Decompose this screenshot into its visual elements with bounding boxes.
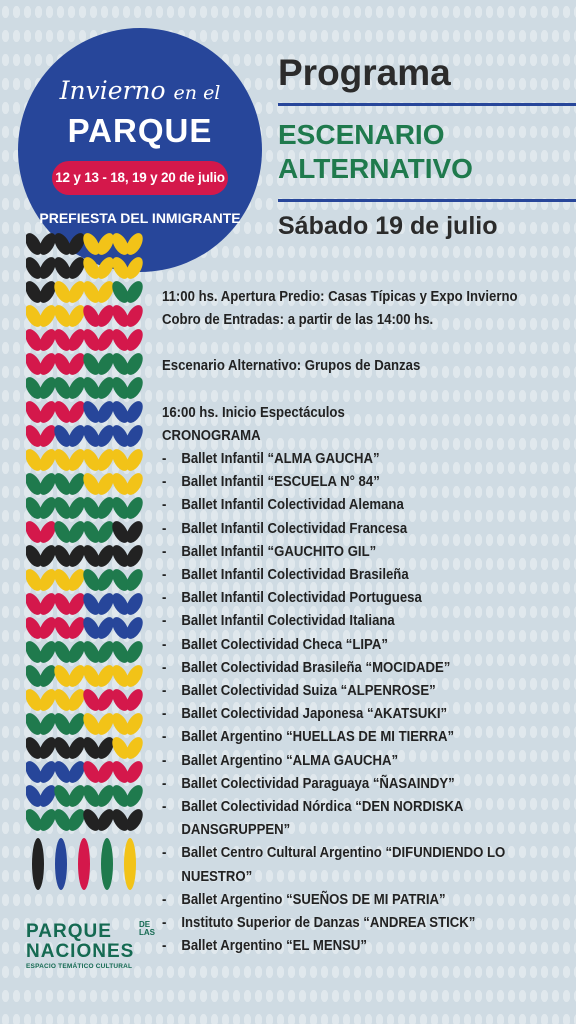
- knit-stitch: [51, 254, 88, 281]
- knit-stitch: [80, 590, 117, 617]
- bullet-dash: -: [162, 520, 167, 537]
- schedule-item-label: Ballet Argentino “SUEÑOS DE MI PATRIA”: [181, 891, 446, 908]
- bullet-dash: -: [162, 543, 167, 560]
- knit-stitch: [109, 302, 144, 329]
- bullet-dash: -: [162, 752, 167, 769]
- schedule-item-label: Ballet Colectividad Japonesa “AKATSUKI”: [181, 706, 448, 723]
- schedule-item: [162, 912, 530, 935]
- bullet-dash: -: [162, 845, 167, 862]
- schedule-item-label: Ballet Argentino “EL MENSU”: [181, 938, 367, 955]
- knit-stitch: [80, 734, 117, 761]
- knit-stitch: [109, 758, 144, 785]
- knit-stitch: [80, 446, 117, 473]
- event-title-main: PARQUE: [67, 112, 213, 149]
- knit-stitch: [26, 686, 59, 713]
- bullet-dash: -: [162, 590, 167, 607]
- knit-stitch: [51, 326, 88, 353]
- event-dates-pill: 12 y 13 - 18, 19 y 20 de julio: [52, 161, 228, 195]
- knit-stitch: [51, 470, 88, 497]
- schedule-item-label: Ballet Colectividad Suiza “ALPENROSE”: [181, 683, 436, 700]
- schedule-item-label: Ballet Infantil Colectividad Italiana: [181, 613, 395, 630]
- schedule-item: [162, 610, 530, 633]
- schedule-item-label: Ballet Colectividad Paraguaya “ÑASAINDY”: [181, 775, 455, 792]
- logo-tagline: ESPACIO TEMÁTICO CULTURAL: [26, 963, 133, 970]
- knit-stitch: [80, 566, 117, 593]
- knit-stitch: [51, 232, 88, 258]
- knit-stitch: [80, 782, 117, 809]
- knit-stitch: [80, 422, 117, 449]
- knit-stitch: [109, 278, 144, 305]
- logo-de-las: DE LAS: [139, 920, 155, 937]
- pencil-shape: [32, 838, 44, 890]
- knit-stitch: [80, 254, 117, 281]
- knit-stitch: [26, 782, 59, 809]
- schedule-item: [162, 471, 530, 494]
- knit-stitch: [51, 398, 88, 425]
- knit-stitch: [26, 232, 59, 258]
- knit-stitch: [109, 422, 144, 449]
- schedule-item: [162, 518, 530, 541]
- knit-stitch: [80, 518, 117, 545]
- knit-stitch: [109, 542, 144, 569]
- bullet-dash: -: [162, 497, 167, 514]
- knit-stitch: [109, 782, 144, 809]
- knit-stitch: [109, 566, 144, 593]
- schedule-header: CRONOGRAMA: [162, 427, 261, 444]
- bullet-dash: -: [162, 775, 167, 792]
- knit-stitch: [80, 278, 117, 305]
- knit-stitch: [26, 518, 59, 545]
- pencil-shape: [101, 838, 113, 890]
- knit-stitch: [26, 326, 59, 353]
- knit-stitch: [109, 494, 144, 521]
- schedule-item: [162, 657, 530, 680]
- bullet-dash: -: [162, 683, 167, 700]
- schedule-item-label: Ballet Centro Cultural Argentino “DIFUNDIENDO LO NUESTRO”: [181, 845, 506, 885]
- knit-stitch: [51, 374, 88, 401]
- knit-stitch: [51, 758, 88, 785]
- knit-stitch: [26, 422, 59, 449]
- knit-stitch: [26, 494, 59, 521]
- schedule-item-label: Ballet Infantil Colectividad Portuguesa: [181, 590, 422, 607]
- bullet-dash: -: [162, 636, 167, 653]
- knit-stitch: [26, 374, 59, 401]
- schedule-item-label: Ballet Infantil “ALMA GAUCHA”: [181, 451, 380, 468]
- pencil-shape: [124, 838, 136, 890]
- schedule-item: [162, 889, 530, 912]
- knit-stitch: [26, 710, 59, 737]
- knit-pattern-decoration: [26, 232, 144, 832]
- knit-stitch: [80, 638, 117, 665]
- knit-stitch: [109, 326, 144, 353]
- knit-stitch: [26, 350, 59, 377]
- knit-stitch: [80, 542, 117, 569]
- stage-line: Escenario Alternativo: Grupos de Danzas: [162, 358, 421, 375]
- schedule-item: [162, 703, 530, 726]
- knit-stitch: [109, 710, 144, 737]
- schedule-item-label: Ballet Colectividad Nórdica “DEN NORDISKA DANSGRUPPEN”: [181, 799, 463, 839]
- knit-stitch: [26, 398, 59, 425]
- knit-stitch: [109, 398, 144, 425]
- schedule-item: [162, 564, 530, 587]
- knit-stitch: [80, 758, 117, 785]
- knit-stitch: [51, 566, 88, 593]
- schedule-item-label: Ballet Argentino “HUELLAS DE MI TIERRA”: [181, 729, 455, 746]
- knit-stitch: [51, 590, 88, 617]
- parque-de-las-naciones-logo: [26, 922, 161, 970]
- schedule-item-label: Ballet Colectividad Brasileña “MOCIDADE”: [181, 659, 451, 676]
- knit-stitch: [109, 638, 144, 665]
- knit-stitch: [51, 422, 88, 449]
- knit-stitch: [26, 662, 59, 689]
- logo-line2: NACIONES: [26, 941, 135, 962]
- knit-stitch: [26, 254, 59, 281]
- bullet-dash: -: [162, 729, 167, 746]
- schedule-item-label: Ballet Argentino “ALMA GAUCHA”: [181, 752, 399, 769]
- knit-stitch: [109, 614, 144, 641]
- knit-stitch: [80, 302, 117, 329]
- knit-stitch: [51, 686, 88, 713]
- bullet-dash: -: [162, 451, 167, 468]
- knit-stitch: [26, 638, 59, 665]
- knit-stitch: [51, 710, 88, 737]
- knit-stitch: [26, 470, 59, 497]
- schedule-item: [162, 448, 530, 471]
- knit-stitch: [51, 734, 88, 761]
- bullet-dash: -: [162, 659, 167, 676]
- schedule-item: [162, 842, 530, 888]
- knit-stitch: [51, 446, 88, 473]
- knit-stitch: [51, 350, 88, 377]
- opening-line: 11:00 hs. Apertura Predio: Casas Típicas y Expo Invierno: [162, 289, 518, 305]
- event-date: Sábado 19 de julio: [278, 212, 498, 240]
- bullet-dash: -: [162, 706, 167, 723]
- schedule-item: [162, 750, 530, 773]
- schedule-item-label: Ballet Infantil Colectividad Brasileña: [181, 567, 409, 584]
- knit-stitch: [51, 614, 88, 641]
- knit-stitch: [51, 782, 88, 809]
- schedule-item: [162, 935, 530, 958]
- colored-pencils-decoration: [28, 834, 142, 900]
- knit-stitch: [26, 446, 59, 473]
- title-rule: [278, 103, 576, 106]
- schedule-item-label: Instituto Superior de Danzas “ANDREA STICK”: [181, 915, 476, 932]
- knit-stitch: [26, 806, 59, 832]
- knit-stitch: [51, 638, 88, 665]
- knit-stitch: [26, 734, 59, 761]
- knit-stitch: [80, 470, 117, 497]
- knit-stitch: [80, 806, 117, 832]
- start-line: 16:00 hs. Inicio Espectáculos: [162, 404, 345, 421]
- schedule-item-label: Ballet Infantil “ESCUELA N° 84”: [181, 474, 380, 491]
- knit-stitch: [80, 686, 117, 713]
- knit-stitch: [109, 686, 144, 713]
- knit-stitch: [26, 302, 59, 329]
- pencil-shape: [78, 838, 90, 890]
- program-content: [162, 286, 530, 958]
- knit-stitch: [80, 350, 117, 377]
- knit-stitch: [109, 446, 144, 473]
- stage-rule: [278, 199, 576, 202]
- knit-stitch: [109, 662, 144, 689]
- knit-stitch: [80, 614, 117, 641]
- schedule-item-label: Ballet Infantil Colectividad Alemana: [181, 497, 404, 514]
- knit-stitch: [51, 302, 88, 329]
- knit-stitch: [109, 518, 144, 545]
- knit-stitch: [109, 470, 144, 497]
- schedule-item: [162, 680, 530, 703]
- schedule-item-label: Ballet Infantil Colectividad Francesa: [181, 520, 408, 537]
- knit-stitch: [80, 232, 117, 258]
- knit-stitch: [109, 232, 144, 258]
- knit-stitch: [109, 350, 144, 377]
- knit-stitch: [26, 590, 59, 617]
- bullet-dash: -: [162, 799, 167, 816]
- prefiesta-label: PREFIESTA DEL INMIGRANTE: [39, 210, 241, 226]
- knit-stitch: [109, 734, 144, 761]
- page-title: Programa: [278, 52, 451, 93]
- schedule-item: [162, 494, 530, 517]
- schedule-item: [162, 634, 530, 657]
- stage-name: ESCENARIO ALTERNATIVO: [278, 119, 473, 184]
- knit-stitch: [109, 374, 144, 401]
- knit-stitch: [80, 398, 117, 425]
- knit-stitch: [51, 542, 88, 569]
- knit-stitch: [51, 278, 88, 305]
- knit-stitch: [80, 326, 117, 353]
- knit-stitch: [80, 710, 117, 737]
- knit-stitch: [80, 374, 117, 401]
- knit-stitch: [109, 590, 144, 617]
- schedule-list: [162, 448, 530, 958]
- knit-stitch: [26, 758, 59, 785]
- knit-stitch: [26, 278, 59, 305]
- schedule-item: [162, 773, 530, 796]
- knit-stitch: [80, 662, 117, 689]
- schedule-item: [162, 587, 530, 610]
- schedule-item: [162, 796, 530, 842]
- knit-stitch: [51, 806, 88, 832]
- knit-stitch: [80, 494, 117, 521]
- knit-stitch: [109, 254, 144, 281]
- logo-line1: PARQUE: [26, 921, 112, 942]
- bullet-dash: -: [162, 915, 167, 932]
- knit-stitch: [26, 566, 59, 593]
- knit-stitch: [51, 518, 88, 545]
- schedule-item: [162, 541, 530, 564]
- schedule-item-label: Ballet Infantil “GAUCHITO GIL”: [181, 543, 377, 560]
- bullet-dash: -: [162, 938, 167, 955]
- knit-stitch: [26, 542, 59, 569]
- bullet-dash: -: [162, 567, 167, 584]
- pencil-shape: [55, 838, 67, 890]
- bullet-dash: -: [162, 891, 167, 908]
- knit-stitch: [26, 614, 59, 641]
- bullet-dash: -: [162, 474, 167, 491]
- schedule-item-label: Ballet Colectividad Checa “LIPA”: [181, 636, 388, 653]
- knit-stitch: [109, 806, 144, 832]
- event-title-script: Invierno en el: [59, 76, 221, 105]
- knit-stitch: [51, 494, 88, 521]
- knit-stitch: [51, 662, 88, 689]
- schedule-item: [162, 726, 530, 749]
- tickets-line: Cobro de Entradas: a partir de las 14:00 hs.: [162, 312, 434, 329]
- bullet-dash: -: [162, 613, 167, 630]
